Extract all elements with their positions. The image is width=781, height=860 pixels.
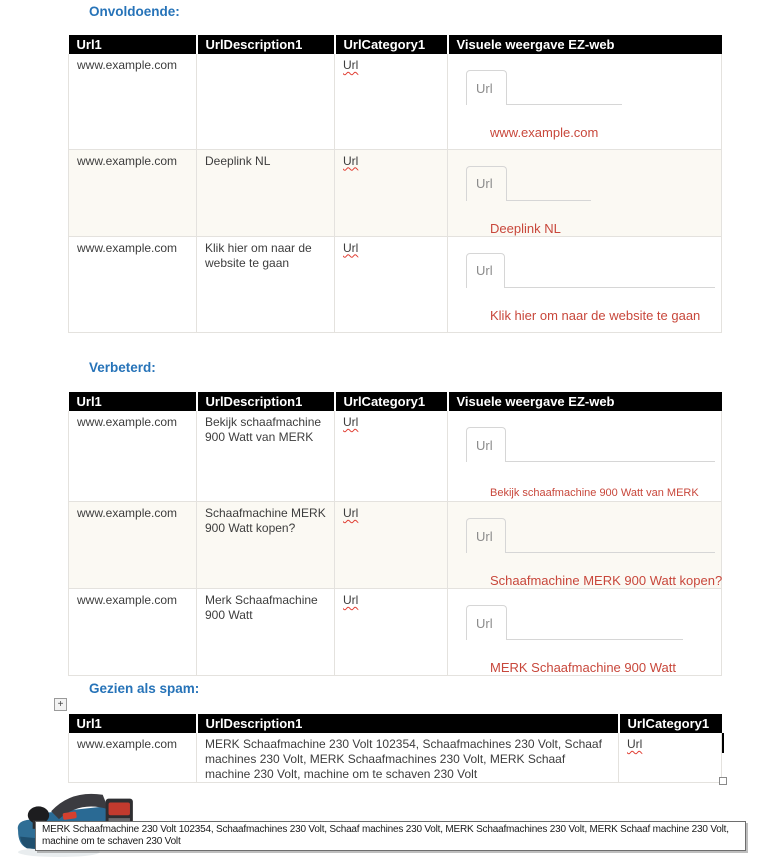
url-tab-label: Url: [476, 437, 493, 453]
description-cell[interactable]: [197, 54, 335, 149]
table-resize-handle[interactable]: [719, 777, 727, 785]
url-tab[interactable]: [466, 518, 506, 553]
column-header-url1[interactable]: Url1: [69, 714, 197, 733]
table-header-row: [69, 35, 722, 54]
column-header-urldescription1[interactable]: UrlDescription1: [197, 392, 335, 411]
preview-tabbar: [466, 166, 715, 201]
url-cell[interactable]: www.example.com: [69, 589, 197, 676]
preview-tabbar: [466, 427, 715, 462]
url-cell[interactable]: www.example.com: [69, 502, 197, 589]
preview-tabbar: [466, 518, 715, 553]
preview-cell: [448, 236, 722, 332]
url-cell[interactable]: www.example.com: [69, 149, 197, 236]
move-arrows-icon: +: [57, 698, 64, 710]
table-row: [69, 733, 722, 783]
preview-link[interactable]: Klik hier om naar de website te gaan: [490, 307, 701, 323]
description-cell[interactable]: Merk Schaafmachine 900 Watt: [197, 589, 335, 676]
url-tab[interactable]: [466, 166, 507, 201]
url-tab-label: Url: [476, 615, 493, 631]
table-row: [69, 411, 722, 502]
category-cell[interactable]: [335, 589, 448, 676]
url-cell[interactable]: www.example.com: [69, 236, 197, 332]
url-tab-label: Url: [476, 80, 493, 96]
tab-baseline: [507, 639, 683, 640]
tab-baseline: [507, 200, 591, 201]
column-header-urldescription1[interactable]: UrlDescription1: [197, 714, 619, 733]
column-header-urlcategory1[interactable]: UrlCategory1: [619, 714, 722, 733]
table-onvoldoende: [68, 35, 722, 333]
url-tab-label: Url: [476, 528, 493, 544]
tab-baseline: [505, 287, 715, 288]
url-tab[interactable]: [466, 70, 507, 105]
category-cell[interactable]: [335, 411, 448, 502]
url-tab-label: Url: [476, 176, 493, 191]
table-row: [69, 236, 722, 332]
description-cell[interactable]: MERK Schaafmachine 230 Volt 102354, Schaafmachines 230 Volt, Schaaf machines 230 Volt, MERK Schaafmachines 230 Volt, MERK Schaaf machine 230 Volt, machine om te schaven 230 Volt: [197, 733, 619, 783]
preview-cell: [448, 411, 722, 502]
description-cell[interactable]: Klik hier om naar de website te gaan: [197, 236, 335, 332]
preview-cell: [448, 502, 722, 589]
table-verbeterd: [68, 392, 722, 676]
preview-cell: [448, 149, 722, 236]
url-cell[interactable]: www.example.com: [69, 733, 197, 783]
url-tab[interactable]: [466, 605, 507, 640]
column-header-urlcategory1[interactable]: UrlCategory1: [335, 35, 448, 54]
url-tab[interactable]: [466, 427, 506, 462]
category-value[interactable]: Url: [343, 58, 359, 72]
category-cell[interactable]: [619, 733, 722, 783]
tab-baseline: [506, 461, 715, 462]
column-header-urldescription1[interactable]: UrlDescription1: [197, 35, 335, 54]
category-value[interactable]: Url: [343, 153, 359, 168]
category-cell[interactable]: [335, 502, 448, 589]
tooltip-text: MERK Schaafmachine 230 Volt 102354, Schaafmachines 230 Volt, Schaaf machines 230 Volt, MERK Schaafmachines 230 Volt, MERK Schaaf machine 230 Volt, machine om te schaven 230 Volt: [42, 824, 729, 847]
tab-baseline: [506, 552, 715, 553]
table-row: [69, 589, 722, 676]
table-row: [69, 149, 722, 236]
tab-baseline: [507, 104, 622, 105]
category-value[interactable]: Url: [343, 415, 359, 429]
section-heading-gezien-als-spam[interactable]: Gezien als spam:: [89, 681, 200, 696]
preview-link[interactable]: Schaafmachine MERK 900 Watt kopen?: [490, 573, 723, 588]
url-tab[interactable]: [466, 253, 505, 288]
category-cell[interactable]: [335, 236, 448, 332]
table-header-row: [69, 714, 722, 733]
category-cell[interactable]: [335, 149, 448, 236]
preview-link[interactable]: MERK Schaafmachine 900 Watt: [490, 660, 676, 675]
section-heading-onvoldoende[interactable]: Onvoldoende:: [89, 4, 180, 19]
tooltip: [35, 821, 746, 851]
column-header-visuele-weergave[interactable]: Visuele weergave EZ-web: [448, 392, 722, 411]
preview-tabbar: [466, 70, 715, 105]
preview-link[interactable]: www.example.com: [490, 125, 599, 140]
description-cell[interactable]: Deeplink NL: [197, 149, 335, 236]
category-value[interactable]: Url: [343, 593, 359, 607]
preview-cell: [448, 54, 722, 149]
column-header-urlcategory1[interactable]: UrlCategory1: [335, 392, 448, 411]
preview-tabbar: [466, 253, 715, 288]
category-value[interactable]: Url: [343, 506, 359, 520]
table-move-handle[interactable]: [54, 698, 67, 711]
preview-link[interactable]: Deeplink NL: [490, 220, 561, 236]
text-cursor: [722, 733, 724, 753]
section-heading-verbeterd[interactable]: Verbeterd:: [89, 360, 156, 375]
table-header-row: [69, 392, 722, 411]
table-row: [69, 54, 722, 149]
preview-link[interactable]: Bekijk schaafmachine 900 Watt van MERK: [490, 487, 699, 499]
category-value[interactable]: Url: [343, 240, 359, 255]
url-cell[interactable]: www.example.com: [69, 54, 197, 149]
preview-tabbar: [466, 605, 715, 640]
description-cell[interactable]: Bekijk schaafmachine 900 Watt van MERK: [197, 411, 335, 502]
url-tab-label: Url: [476, 263, 493, 278]
table-spam: [68, 714, 722, 783]
category-cell[interactable]: [335, 54, 448, 149]
column-header-url1[interactable]: Url1: [69, 392, 197, 411]
column-header-visuele-weergave[interactable]: Visuele weergave EZ-web: [448, 35, 722, 54]
column-header-url1[interactable]: Url1: [69, 35, 197, 54]
preview-cell: [448, 589, 722, 676]
category-value[interactable]: Url: [627, 737, 643, 751]
table-row: [69, 502, 722, 589]
url-cell[interactable]: www.example.com: [69, 411, 197, 502]
description-cell[interactable]: Schaafmachine MERK 900 Watt kopen?: [197, 502, 335, 589]
